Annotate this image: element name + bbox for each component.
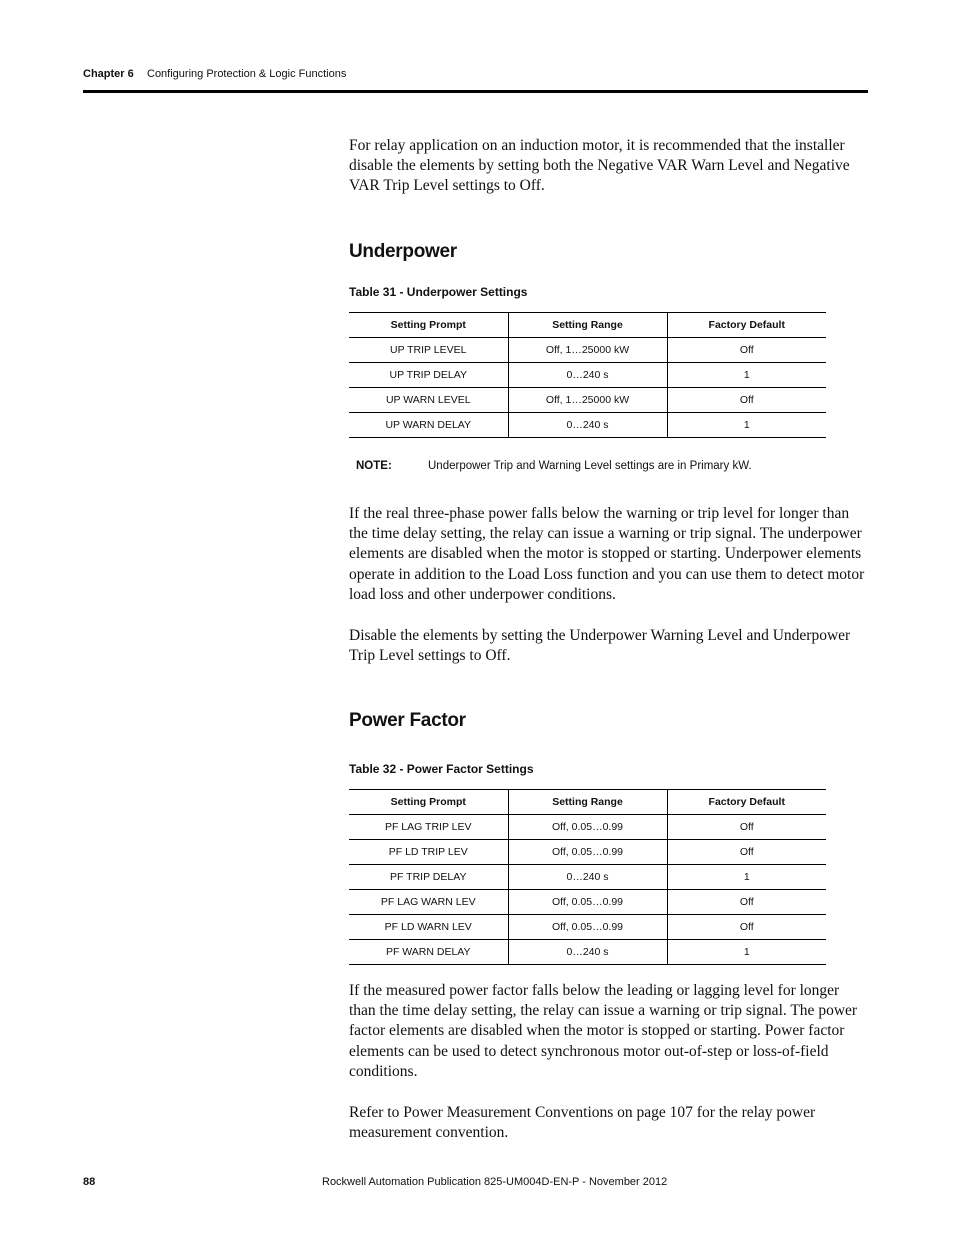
table-cell: Off, 1…25000 kW <box>508 388 667 413</box>
power-factor-paragraph-2: Refer to Power Measurement Conventions on page 107 for the relay power measurement convention. <box>349 1104 816 1142</box>
table-cell: PF TRIP DELAY <box>349 865 508 890</box>
power-factor-heading: Power Factor <box>349 710 466 731</box>
table-header-row <box>349 790 826 815</box>
table-cell: Off <box>667 388 826 413</box>
table-cell: Off <box>667 338 826 363</box>
table-cell: Off <box>667 840 826 865</box>
note-label: NOTE: <box>356 460 392 472</box>
table-row <box>349 915 826 940</box>
table-cell: PF LD WARN LEV <box>349 915 508 940</box>
table-cell: Off, 0.05…0.99 <box>508 890 667 915</box>
column-header: Setting Prompt <box>349 790 508 815</box>
power-factor-table-caption: Table 32 - Power Factor Settings <box>349 762 534 776</box>
table-row <box>349 815 826 840</box>
publication-info: Rockwell Automation Publication 825-UM004D-EN-P - November 2012 <box>322 1176 668 1188</box>
table-cell: PF LAG TRIP LEV <box>349 815 508 840</box>
table-cell: Off <box>667 890 826 915</box>
table-header-row <box>349 313 826 338</box>
column-header: Setting Prompt <box>349 313 508 338</box>
table-cell: Off, 0.05…0.99 <box>508 815 667 840</box>
table-cell: 1 <box>667 363 826 388</box>
table-row <box>349 338 826 363</box>
intro-paragraph: For relay application on an induction motor, it is recommended that the installer disable the elements by setting both the Negative VAR Warn Level and Negative VAR Trip Level settings to Off. <box>349 137 850 195</box>
underpower-table <box>349 312 826 438</box>
table-cell: Off <box>667 815 826 840</box>
table-cell: 1 <box>667 865 826 890</box>
underpower-table-caption: Table 31 - Underpower Settings <box>349 285 528 299</box>
power-factor-table <box>349 789 826 965</box>
note-text: Underpower Trip and Warning Level settings are in Primary kW. <box>428 460 752 472</box>
table-row <box>349 363 826 388</box>
column-header: Setting Range <box>508 790 667 815</box>
table-row <box>349 840 826 865</box>
table-cell: PF LD TRIP LEV <box>349 840 508 865</box>
underpower-heading: Underpower <box>349 241 457 262</box>
table-cell: Off, 0.05…0.99 <box>508 840 667 865</box>
table-cell: 0…240 s <box>508 865 667 890</box>
table-row <box>349 940 826 965</box>
table-cell: 1 <box>667 940 826 965</box>
page-number: 88 <box>83 1176 96 1188</box>
table-cell: UP WARN LEVEL <box>349 388 508 413</box>
table-row <box>349 865 826 890</box>
power-factor-paragraph-1: If the measured power factor falls below the leading or lagging level for longer than the time delay setting, the relay can issue a warning or trip signal. The power factor elements are disabled when the motor is stopped or starting. Power factor elements can be used to detect synchronous motor out-of-step or loss-of-field conditions. <box>349 982 858 1080</box>
table-cell: UP TRIP LEVEL <box>349 338 508 363</box>
column-header: Setting Range <box>508 313 667 338</box>
table-cell: 0…240 s <box>508 363 667 388</box>
table-cell: Off, 1…25000 kW <box>508 338 667 363</box>
column-header: Factory Default <box>667 313 826 338</box>
table-cell: PF LAG WARN LEV <box>349 890 508 915</box>
table-cell: PF WARN DELAY <box>349 940 508 965</box>
page-header <box>83 66 868 93</box>
table-cell: 0…240 s <box>508 940 667 965</box>
underpower-paragraph-1: If the real three-phase power falls below the warning or trip level for longer than the time delay setting, the relay can issue a warning or trip signal. The underpower elements are disabled when the motor is stopped or starting. Underpower elements operate in addition to the Load Loss function and you can use them to detect motor load loss and other underpower conditions. <box>349 505 865 603</box>
table-cell: 0…240 s <box>508 413 667 438</box>
table-row <box>349 413 826 438</box>
table-row <box>349 890 826 915</box>
table-cell: UP TRIP DELAY <box>349 363 508 388</box>
column-header: Factory Default <box>667 790 826 815</box>
table-cell: Off, 0.05…0.99 <box>508 915 667 940</box>
table-cell: 1 <box>667 413 826 438</box>
underpower-paragraph-2: Disable the elements by setting the Underpower Warning Level and Underpower Trip Level settings to Off. <box>349 627 851 665</box>
chapter-title: Configuring Protection & Logic Functions <box>147 68 347 80</box>
table-cell: UP WARN DELAY <box>349 413 508 438</box>
table-cell: Off <box>667 915 826 940</box>
table-row <box>349 388 826 413</box>
chapter-label: Chapter 6 <box>83 68 134 80</box>
